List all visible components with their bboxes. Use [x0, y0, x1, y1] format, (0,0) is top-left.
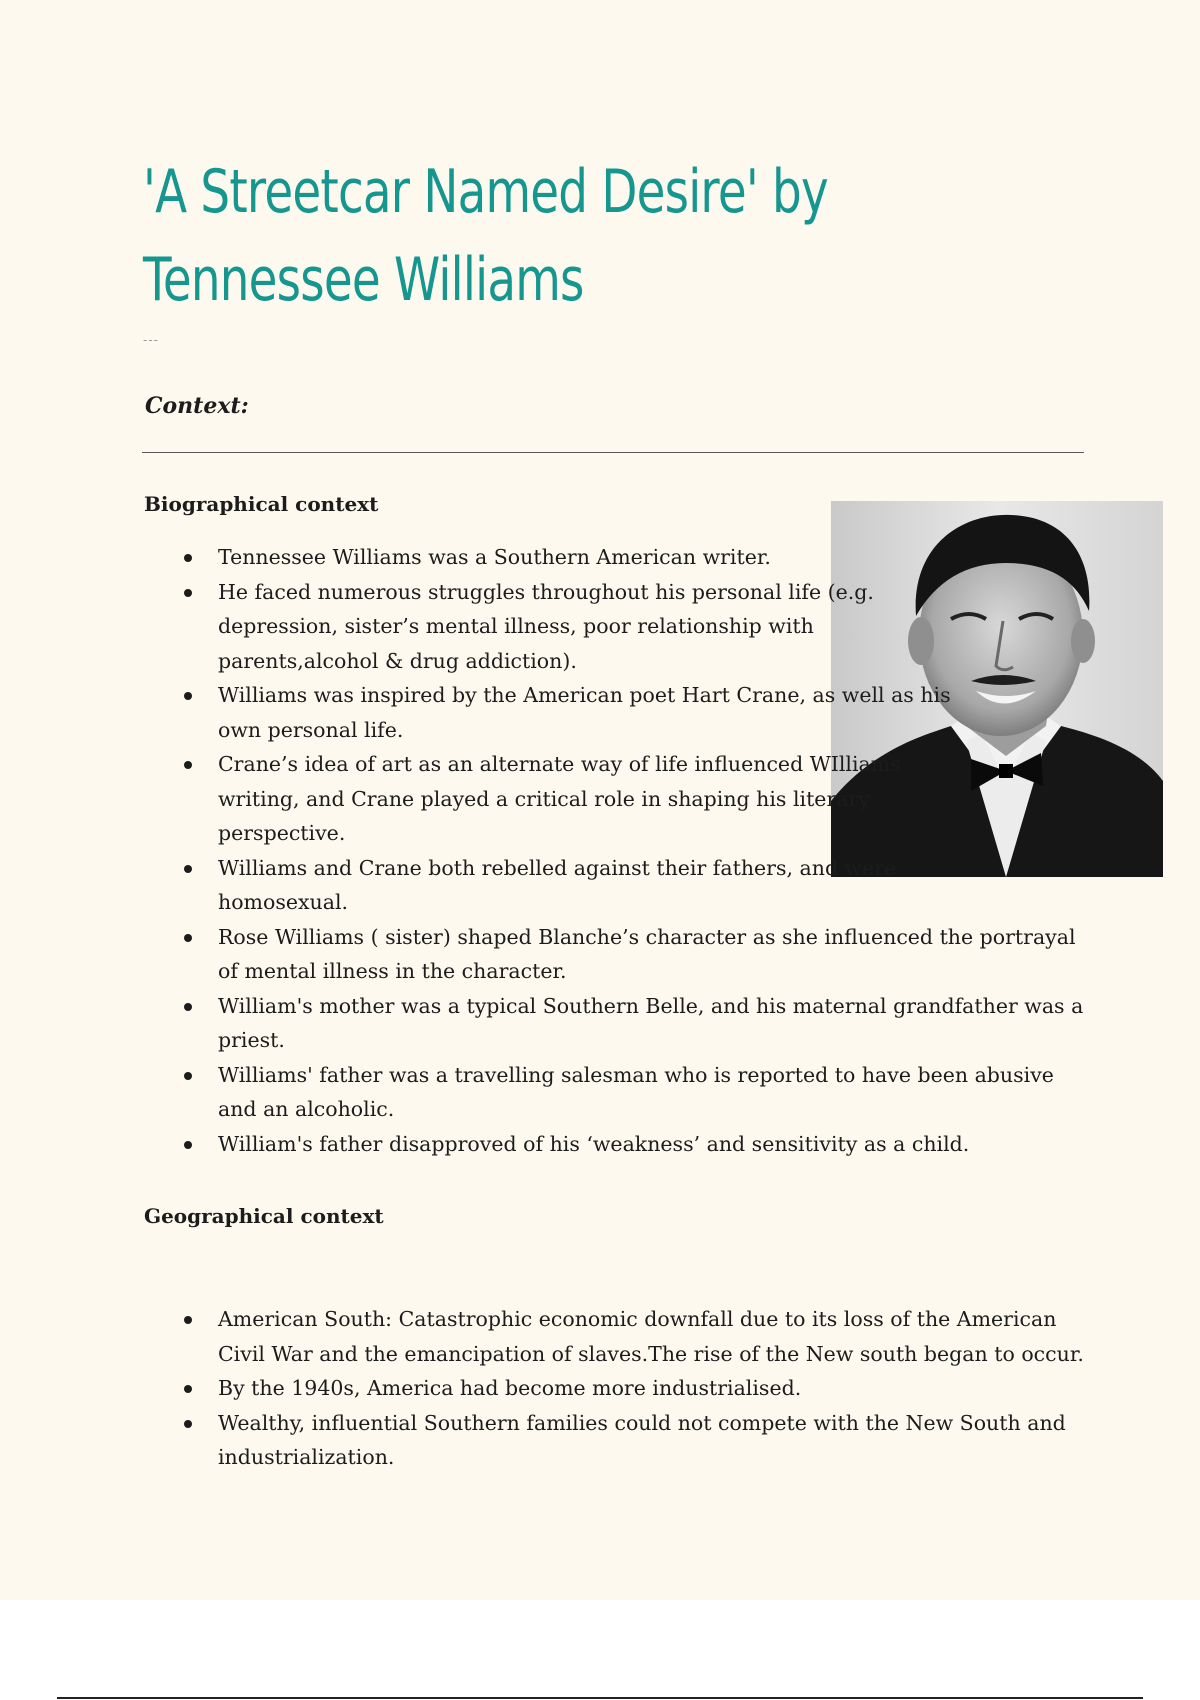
- document-title: 'A Streetcar Named Desire' by Tennessee Williams: [143, 157, 828, 315]
- list-item: William's father disapproved of his ‘weakness’ and sensitivity as a child.: [143, 1127, 1088, 1162]
- list-item: William's mother was a typical Southern Belle, and his maternal grandfather was a priest.: [143, 989, 1088, 1058]
- geographical-list: [143, 1302, 1088, 1475]
- biographical-list: [143, 540, 1088, 1161]
- page-bottom-rule: [57, 1697, 1143, 1699]
- section-divider: [142, 452, 1084, 453]
- list-item: Rose Williams ( sister) shaped Blanche’s character as she influenced the portrayal of mental illness in the character.: [143, 920, 1088, 989]
- list-item: Williams and Crane both rebelled against their fathers, and were homosexual.: [143, 851, 938, 920]
- list-item: Crane’s idea of art as an alternate way of life influenced WIlliams writing, and Crane played a critical role in shaping his literary perspective.: [143, 747, 938, 851]
- list-item: By the 1940s, America had become more industrialised.: [143, 1371, 1088, 1406]
- list-item: Tennessee Williams was a Southern American writer.: [143, 540, 958, 575]
- list-item: Williams' father was a travelling salesman who is reported to have been abusive and an alcoholic.: [143, 1058, 1088, 1127]
- list-item: Williams was inspired by the American poet Hart Crane, as well as his own personal life.: [143, 678, 958, 747]
- list-item: He faced numerous struggles throughout his personal life (e.g. depression, sister’s mental illness, poor relationship with parents,alcohol & drug addiction).: [143, 575, 938, 679]
- biographical-heading: Biographical context: [144, 492, 379, 516]
- geographical-heading: Geographical context: [144, 1204, 384, 1228]
- list-item: Wealthy, influential Southern families could not compete with the New South and industrialization.: [143, 1406, 1088, 1475]
- context-heading: Context:: [145, 393, 249, 419]
- list-item: American South: Catastrophic economic downfall due to its loss of the American Civil War and the emancipation of slaves.The rise of the New south began to occur.: [143, 1302, 1088, 1371]
- title-ornament: ---: [143, 333, 159, 347]
